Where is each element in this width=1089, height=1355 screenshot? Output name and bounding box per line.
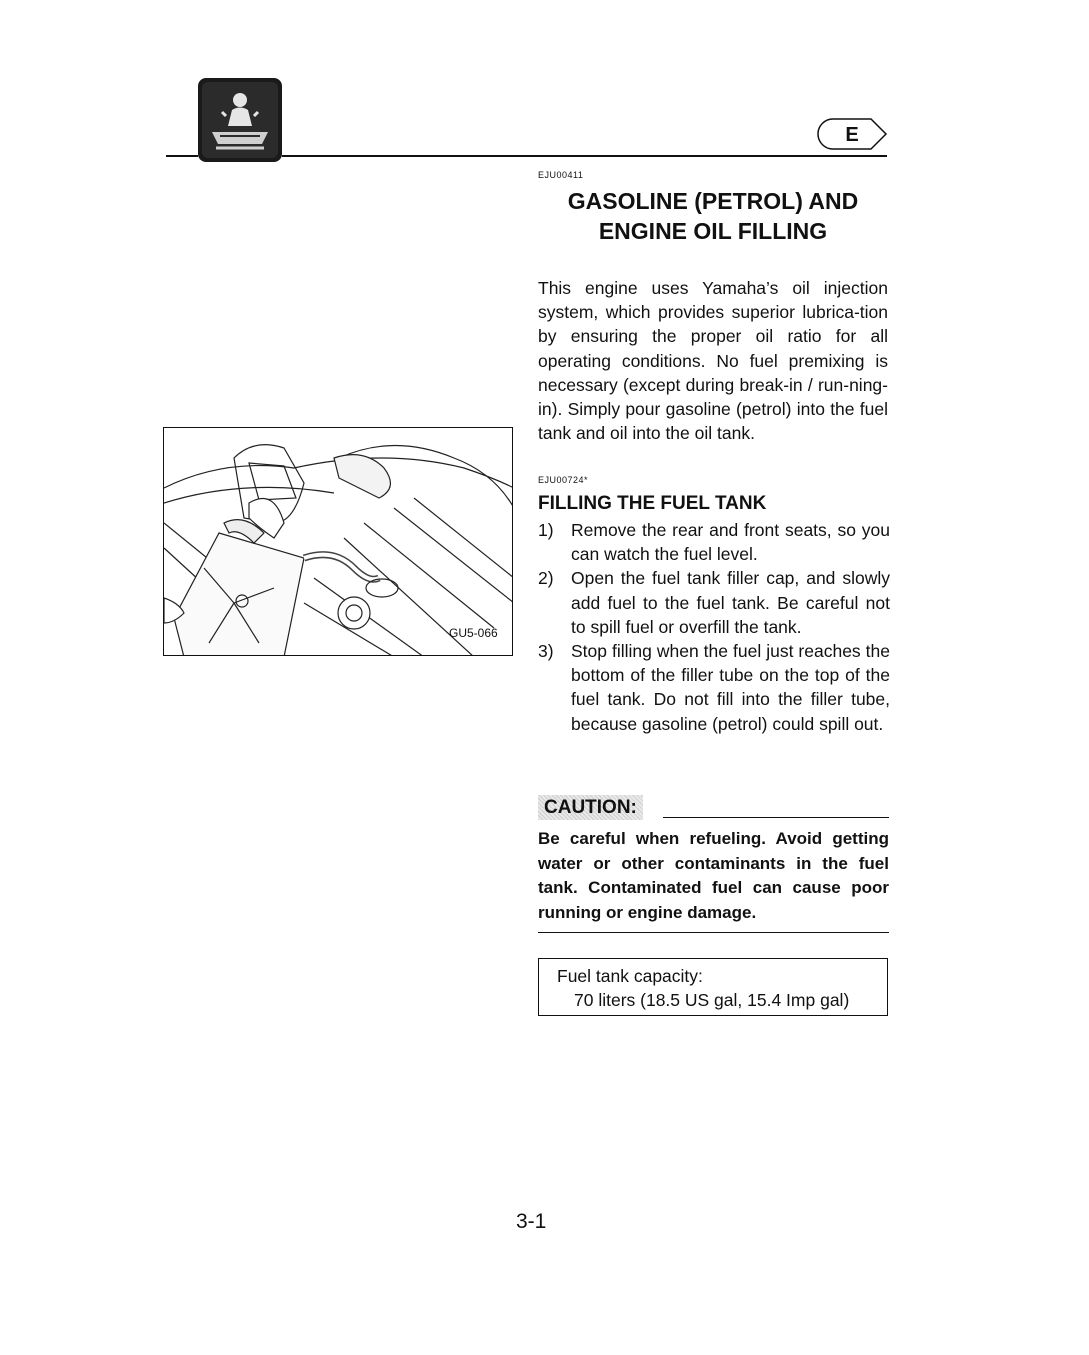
- capacity-box: [538, 958, 888, 1016]
- page-title: [538, 186, 888, 246]
- step-text: Open the fuel tank filler cap, and slowly add fuel to the fuel tank. Be careful not to spill fuel or overfill the tank.: [571, 568, 890, 637]
- step-text: Stop filling when the fuel just reaches the bottom of the filler tube on the top of the fuel tank. Do not fill into the filler tube, because gasoline (petrol) could spill out.: [571, 641, 890, 734]
- caution-label: CAUTION:: [538, 795, 643, 820]
- subsection-heading: FILLING THE FUEL TANK: [538, 493, 767, 514]
- header-rule-right: [282, 155, 887, 157]
- watercraft-rider-icon: [198, 78, 282, 162]
- capacity-label: Fuel tank capacity:: [557, 966, 703, 986]
- page-number: 3-1: [516, 1210, 547, 1233]
- intro-paragraph: This engine uses Yamaha’s oil injection system, which provides superior lubrica-tion by ensuring the proper oil ratio for all operating conditions. No fuel premixing is necessary (except during break-in / run-ning-in). Simply pour gasoline (petrol) into the fuel tank and oil into the oil tank.: [538, 278, 888, 444]
- refueling-illustration: [163, 427, 513, 656]
- subsection-code: EJU00724*: [538, 475, 589, 485]
- title-line-1: GASOLINE (PETROL) AND: [567, 188, 859, 214]
- section-code: EJU00411: [538, 170, 584, 180]
- figure-label: GU5-066: [449, 626, 498, 640]
- list-item: [538, 518, 890, 566]
- step-number: 3): [538, 641, 554, 662]
- list-item: [538, 639, 890, 736]
- caution-rule: [663, 817, 889, 818]
- header-rule-left: [166, 155, 198, 157]
- step-number: 1): [538, 520, 554, 540]
- title-line-2: ENGINE OIL FILLING: [598, 218, 828, 244]
- list-item: [538, 566, 890, 639]
- caution-bottom-rule: [538, 932, 889, 933]
- language-badge: [815, 114, 889, 154]
- step-text: Remove the rear and front seats, so you can watch the fuel level.: [571, 520, 890, 565]
- capacity-value: 70 liters (18.5 US gal, 15.4 Imp gal): [574, 990, 850, 1010]
- steps-list: [538, 518, 890, 736]
- step-number: 2): [538, 568, 554, 589]
- caution-text: Be careful when refueling. Avoid getting water or other contaminants in the fuel tank. Contaminated fuel can cause poor running or engine damage.: [538, 829, 889, 922]
- language-badge-letter: E: [845, 124, 859, 146]
